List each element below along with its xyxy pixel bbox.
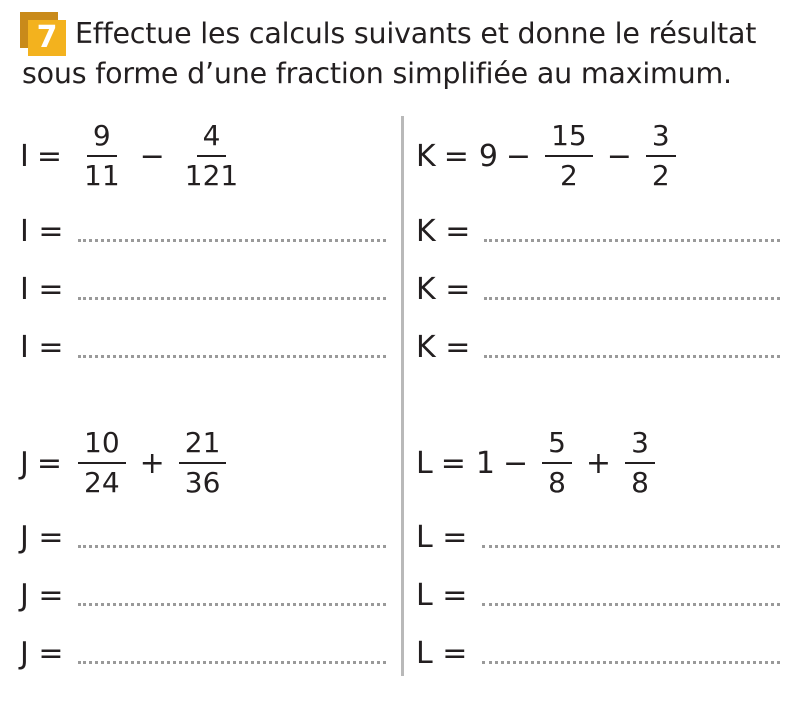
denominator: 8 [631,466,649,499]
numerator: 3 [646,120,676,157]
whole-number: 1 [475,445,495,481]
dotted-answer-blank[interactable] [484,236,780,242]
numerator: 10 [78,427,126,464]
answer-line-K-2[interactable] [416,272,780,307]
fraction-1 [545,120,593,192]
column-divider [401,116,404,676]
expression-K [416,120,682,192]
expression-L [416,427,661,499]
operator: − [502,445,529,481]
numerator: 5 [542,427,572,464]
fraction-2 [625,427,655,499]
fraction-1 [78,427,126,499]
denominator: 36 [184,466,221,499]
denominator: 2 [559,159,578,192]
answer-label: I = [20,214,64,249]
answer-line-I-2[interactable] [20,272,386,307]
equals-sign: = [443,138,469,174]
numerator: 15 [545,120,593,157]
operator: − [606,138,632,174]
answer-label: K = [416,330,471,365]
denominator: 121 [184,159,239,192]
expression-I [20,120,250,192]
denominator: 8 [548,466,566,499]
answer-label: K = [416,272,471,307]
dotted-answer-blank[interactable] [482,658,780,664]
whole-number: 9 [478,138,498,174]
answer-label: I = [20,272,64,307]
fraction-2 [179,120,244,192]
dotted-answer-blank[interactable] [78,658,386,664]
answer-label: L = [416,636,468,671]
fraction-1 [78,120,126,192]
dotted-answer-blank[interactable] [78,236,386,242]
answer-label: L = [416,520,468,555]
equals-sign: = [36,138,62,174]
numerator: 21 [179,427,227,464]
equals-sign: = [440,445,466,481]
answer-label: K = [416,214,471,249]
answer-label: J = [20,636,64,671]
expr-label: L [416,445,433,481]
operator: + [139,445,165,481]
fraction-1 [542,427,572,499]
exercise-number: 7 [28,20,66,56]
dotted-answer-blank[interactable] [78,542,386,548]
operator: − [139,138,165,174]
expr-label: I [20,138,29,174]
answer-label: L = [416,578,468,613]
fraction-2 [646,120,676,192]
numerator: 9 [87,120,117,157]
answer-line-J-2[interactable] [20,578,386,613]
denominator: 11 [84,159,120,192]
answer-line-J-3[interactable] [20,636,386,671]
denominator: 24 [84,466,120,499]
dotted-answer-blank[interactable] [78,600,386,606]
instruction-line-2: sous forme d’une fraction simplifiée au maximum. [22,57,732,90]
answer-line-J-1[interactable] [20,520,386,555]
dotted-answer-blank[interactable] [484,294,780,300]
expression-J [20,427,232,499]
dotted-answer-blank[interactable] [78,352,386,358]
expr-label: K [416,138,436,174]
answer-line-I-1[interactable] [20,214,386,249]
answer-line-L-3[interactable] [416,636,780,671]
dotted-answer-blank[interactable] [482,542,780,548]
numerator: 4 [197,120,227,157]
instructions [22,14,797,94]
answer-line-I-3[interactable] [20,330,386,365]
dotted-answer-blank[interactable] [484,352,780,358]
answer-line-K-3[interactable] [416,330,780,365]
dotted-answer-blank[interactable] [78,294,386,300]
numerator: 3 [625,427,655,464]
equals-sign: = [36,445,62,481]
answer-line-L-1[interactable] [416,520,780,555]
answer-line-L-2[interactable] [416,578,780,613]
instruction-line-1: Effectue les calculs suivants et donne le résultat [75,17,757,50]
operator: − [505,138,532,174]
answer-label: J = [20,578,64,613]
answer-line-K-1[interactable] [416,214,780,249]
answer-label: I = [20,330,64,365]
dotted-answer-blank[interactable] [482,600,780,606]
denominator: 2 [651,159,670,192]
expr-label: J [20,445,29,481]
operator: + [585,445,612,481]
answer-label: J = [20,520,64,555]
fraction-2 [179,427,227,499]
